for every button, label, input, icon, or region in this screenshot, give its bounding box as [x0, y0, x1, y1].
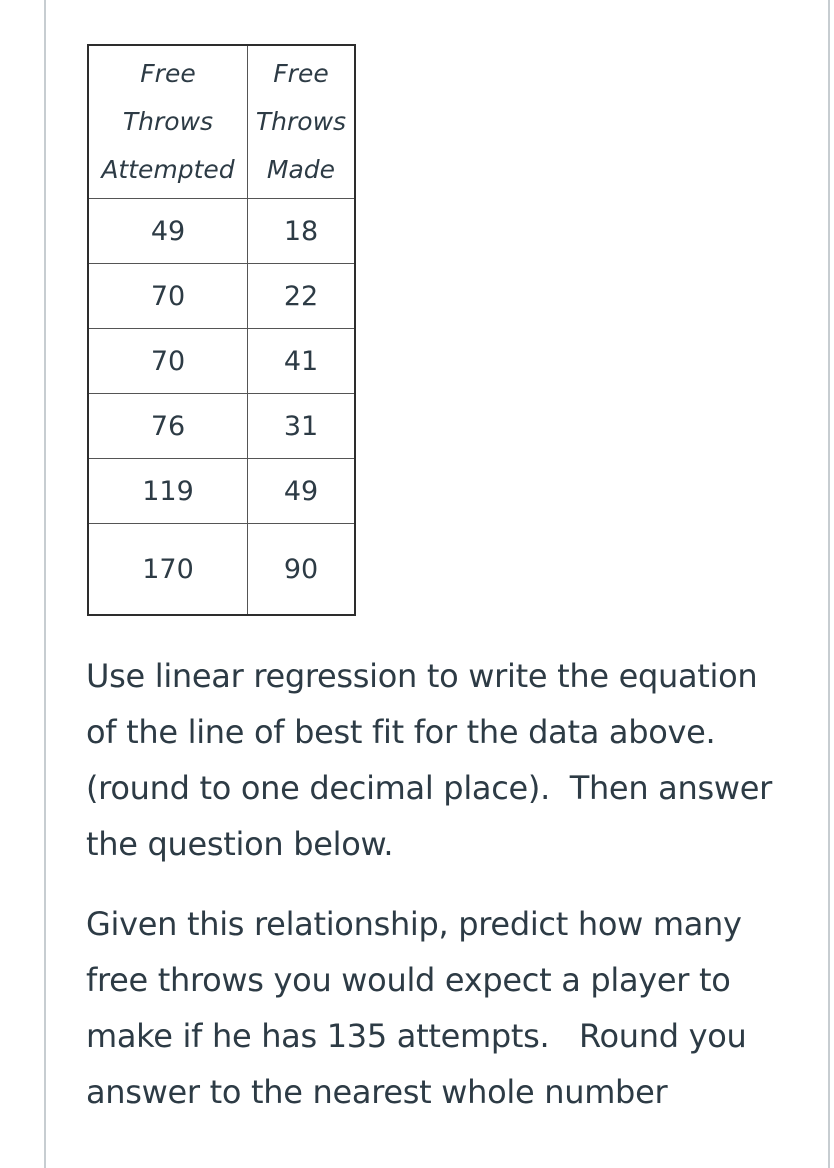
text-line: make if he has 135 attempts. Round you: [86, 1017, 747, 1055]
text-line: the question below.: [86, 825, 394, 863]
table-row: [88, 394, 355, 459]
cell-attempted: 70: [88, 264, 248, 329]
free-throws-table: [87, 44, 356, 616]
cell-made: 90: [248, 524, 356, 616]
text-line: answer to the nearest whole number: [86, 1073, 668, 1111]
table-row: [88, 264, 355, 329]
cell-attempted: 119: [88, 459, 248, 524]
table-header-row: [88, 45, 355, 199]
table-row: [88, 199, 355, 264]
text-line: of the line of best fit for the data above.: [86, 713, 716, 751]
header-line: Free: [273, 59, 329, 88]
header-line: Throws: [255, 107, 347, 136]
header-line: Attempted: [101, 155, 235, 184]
text-line: Given this relationship, predict how many: [86, 905, 742, 943]
header-line: Free: [140, 59, 196, 88]
table-row: [88, 329, 355, 394]
cell-made: 18: [248, 199, 356, 264]
header-line: Made: [266, 155, 336, 184]
cell-attempted: 49: [88, 199, 248, 264]
header-line: Throws: [122, 107, 214, 136]
text-line: (round to one decimal place). Then answer: [86, 769, 772, 807]
cell-made: 49: [248, 459, 356, 524]
instructions-paragraph: [86, 648, 798, 872]
cell-made: 31: [248, 394, 356, 459]
table-row: [88, 459, 355, 524]
text-line: free throws you would expect a player to: [86, 961, 731, 999]
header-attempted: [88, 45, 248, 199]
table-row: [88, 524, 355, 616]
cell-attempted: 76: [88, 394, 248, 459]
cell-made: 22: [248, 264, 356, 329]
cell-attempted: 70: [88, 329, 248, 394]
cell-made: 41: [248, 329, 356, 394]
cell-attempted: 170: [88, 524, 248, 616]
text-line: Use linear regression to write the equation: [86, 657, 758, 695]
header-made: [248, 45, 356, 199]
question-paragraph: [86, 896, 798, 1120]
